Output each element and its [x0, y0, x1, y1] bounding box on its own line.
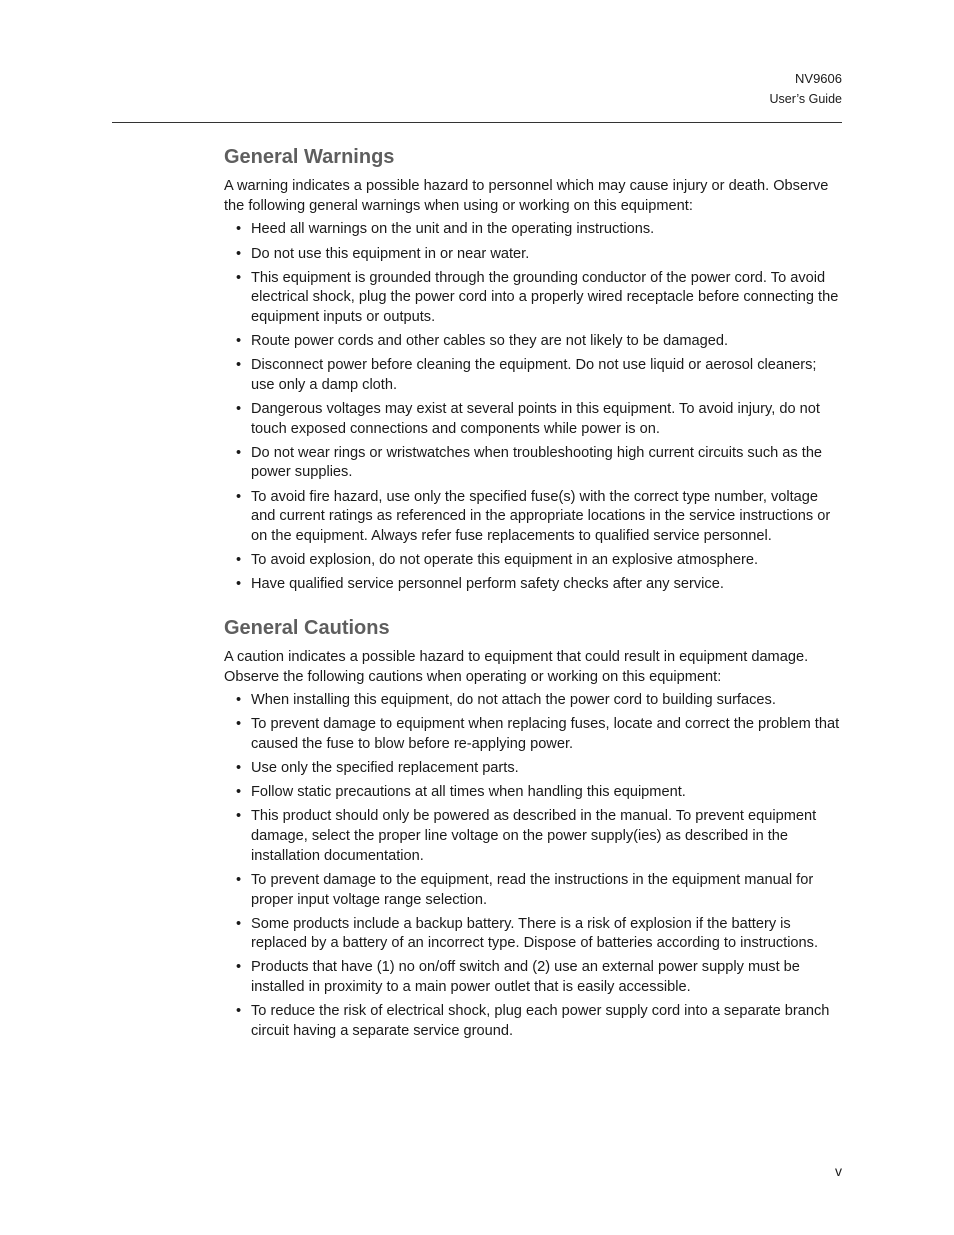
- general-warnings-intro: A warning indicates a possible hazard to personnel which may cause injury or death. Observe the following general warnings when using or working on this equipment:: [224, 178, 829, 214]
- list-item-text: When installing this equipment, do not attach the power cord to building surfaces.: [251, 692, 776, 709]
- header-document-title: User’s Guide: [769, 92, 842, 106]
- list-item: [224, 400, 844, 439]
- list-item-text: Follow static precautions at all times when handling this equipment.: [251, 784, 686, 801]
- bullet-icon: •: [236, 269, 242, 286]
- bullet-icon: •: [236, 552, 242, 569]
- bullet-icon: •: [236, 488, 242, 505]
- list-item-text: This equipment is grounded through the grounding conductor of the power cord. To avoid electrical shock, plug the power cord into a properly wired receptacle before connecting the equipment inputs or outputs.: [251, 269, 839, 325]
- bullet-icon: •: [236, 1003, 242, 1020]
- bullet-icon: •: [236, 808, 242, 825]
- general-cautions-intro: A caution indicates a possible hazard to equipment that could result in equipment damage. Observe the following cautions when operating or working on this equipment:: [224, 648, 809, 685]
- list-item-text: Do not wear rings or wristwatches when troubleshooting high current circuits such as the power supplies.: [251, 444, 823, 481]
- page-content: [224, 144, 844, 1046]
- list-item-text: Do not use this equipment in or near water.: [251, 245, 530, 262]
- bullet-icon: •: [236, 692, 242, 709]
- bullet-icon: •: [236, 221, 242, 238]
- list-item-text: Route power cords and other cables so they are not likely to be damaged.: [251, 333, 729, 350]
- list-item: [224, 783, 844, 803]
- header-rule: [112, 122, 842, 123]
- list-item-text: To prevent damage to the equipment, read the instructions in the equipment manual for proper input voltage range selection.: [251, 871, 814, 908]
- list-item: [224, 915, 844, 954]
- list-item-text: Have qualified service personnel perform safety checks after any service.: [251, 576, 724, 593]
- general-warnings-section: [224, 144, 844, 595]
- list-item: [224, 356, 844, 395]
- general-warnings-heading: General Warnings: [224, 146, 395, 168]
- general-warnings-list: [224, 220, 844, 594]
- bullet-icon: •: [236, 784, 242, 801]
- list-item: [224, 759, 844, 779]
- list-item-text: Dangerous voltages may exist at several points in this equipment. To avoid injury, do not touch exposed connections and components while power is on.: [251, 400, 820, 437]
- bullet-icon: •: [236, 576, 242, 593]
- bullet-icon: •: [236, 871, 242, 888]
- bullet-icon: •: [236, 444, 242, 461]
- bullet-icon: •: [236, 400, 242, 417]
- general-cautions-list: [224, 691, 844, 1041]
- page-number: v: [835, 1163, 842, 1179]
- list-item: [224, 1002, 844, 1041]
- list-item-text: Heed all warnings on the unit and in the operating instructions.: [251, 221, 655, 238]
- bullet-icon: •: [236, 760, 242, 777]
- list-item: [224, 332, 844, 352]
- list-item-text: To avoid explosion, do not operate this equipment in an explosive atmosphere.: [251, 552, 759, 569]
- bullet-icon: •: [236, 716, 242, 733]
- list-item-text: Disconnect power before cleaning the equipment. Do not use liquid or aerosol cleaners; use only a damp cloth.: [251, 357, 817, 393]
- bullet-icon: •: [236, 915, 242, 932]
- general-cautions-heading: General Cautions: [224, 616, 390, 639]
- list-item: [224, 551, 844, 571]
- list-item: [224, 715, 844, 754]
- list-item: [224, 871, 844, 910]
- general-cautions-section: [224, 615, 844, 1042]
- list-item: [224, 958, 844, 997]
- list-item-text: Use only the specified replacement parts.: [251, 760, 519, 777]
- bullet-icon: •: [236, 357, 242, 374]
- bullet-icon: •: [236, 959, 242, 976]
- bullet-icon: •: [236, 333, 242, 350]
- list-item-text: To prevent damage to equipment when replacing fuses, locate and correct the problem that caused the fuse to blow before re-applying power.: [251, 716, 840, 753]
- list-item-text: Products that have (1) no on/off switch and (2) use an external power supply must be installed in proximity to a main power outlet that is easily accessible.: [251, 959, 800, 996]
- list-item: [224, 807, 844, 866]
- list-item: [224, 269, 844, 328]
- list-item-text: To reduce the risk of electrical shock, plug each power supply cord into a separate branch circuit having a separate service ground.: [251, 1003, 830, 1039]
- list-item-text: This product should only be powered as described in the manual. To prevent equipment damage, select the proper line voltage on the power supply(ies) as described in the installation documentation.: [251, 808, 817, 864]
- bullet-icon: •: [236, 245, 242, 262]
- list-item: [224, 691, 844, 711]
- header-product-name: NV9606: [795, 71, 842, 86]
- list-item-text: Some products include a backup battery. There is a risk of explosion if the battery is replaced by a battery of an incorrect type. Dispose of batteries according to instructions.: [251, 915, 819, 952]
- list-item: [224, 575, 844, 595]
- list-item-text: To avoid fire hazard, use only the specified fuse(s) with the correct type number, voltage and current ratings as referenced in the appropriate locations in the service instructions or on the equipment. Always refer fuse replacements to qualified service personnel.: [251, 488, 831, 544]
- list-item: [224, 488, 844, 547]
- list-item: [224, 444, 844, 483]
- list-item: [224, 220, 844, 240]
- list-item: [224, 245, 844, 265]
